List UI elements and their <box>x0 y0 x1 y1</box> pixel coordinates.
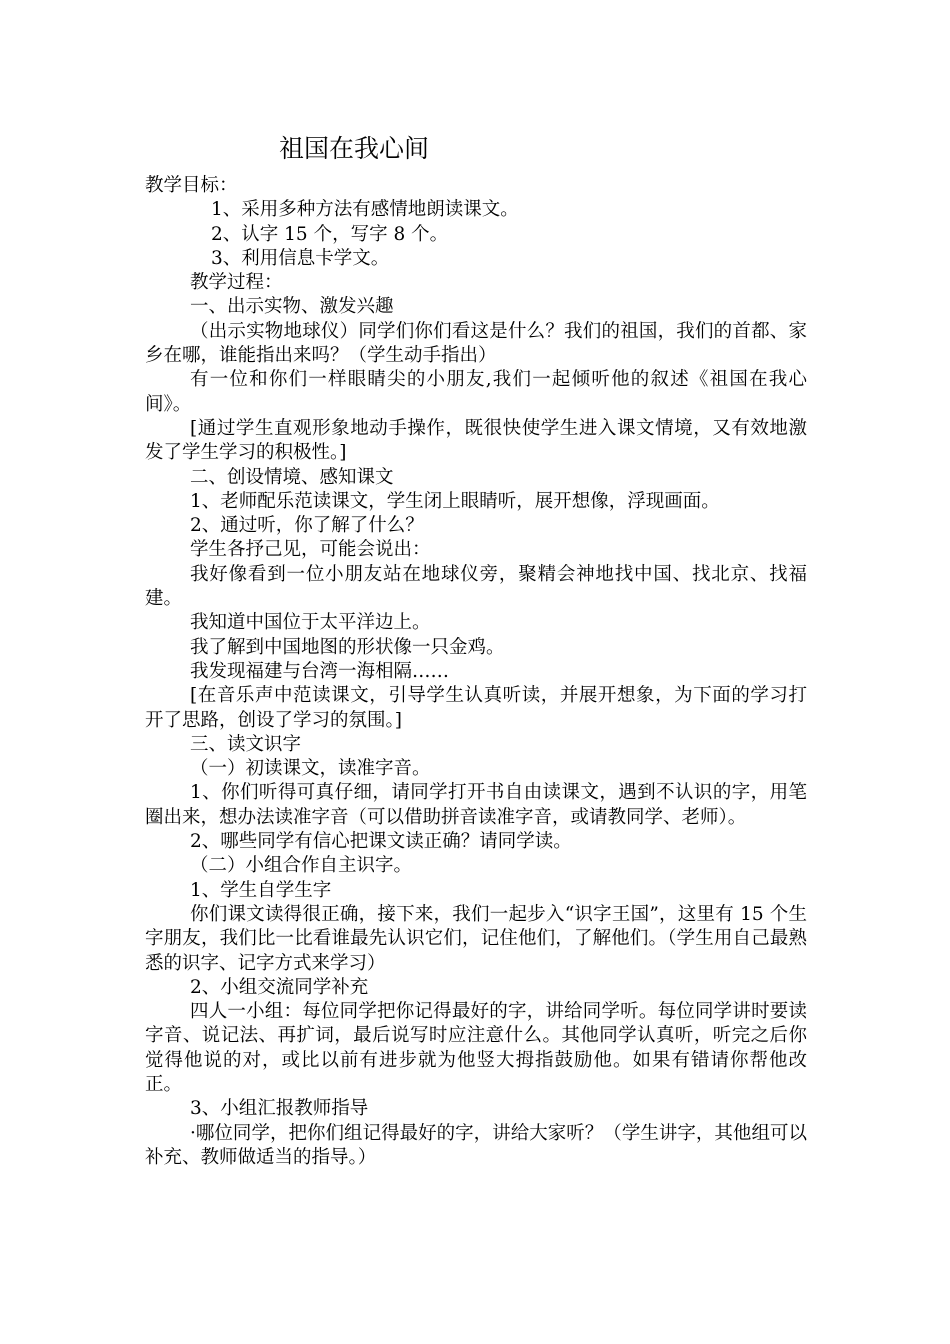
paragraph: 2、小组交流同学补充 <box>190 976 369 998</box>
paragraph: ·哪位同学，把你们组记得最好的字，讲给大家听？（学生讲字，其他组可以补充、教师做适当的指导。） <box>145 1122 807 1168</box>
paragraph: 教学过程： <box>190 272 283 294</box>
document-body <box>145 174 807 1170</box>
paragraph: 二、创设情境、感知课文 <box>190 466 394 488</box>
paragraph: （二）小组合作自主识字。 <box>190 855 413 877</box>
paragraph: 我了解到中国地图的形状像一只金鸡。 <box>190 636 505 658</box>
paragraph: （出示实物地球仪）同学们你们看这是什么？我们的祖国，我们的首都、家乡在哪，谁能指出来吗？（学生动手指出） <box>145 320 807 367</box>
paragraph: 三、读文识字 <box>190 733 302 755</box>
paragraph: 2、通过听，你了解了什么？ <box>190 515 424 537</box>
paragraph: [通过学生直观形象地动手操作，既很快使学生进入课文情境，又有效地激发了学生学习的积极性。] <box>145 417 807 464</box>
paragraph: 1、学生自学生字 <box>190 879 332 901</box>
document-title: 祖国在我心间 <box>279 134 430 163</box>
paragraph: 我发现福建与台湾一海相隔…… <box>190 660 450 682</box>
paragraph: 3、利用信息卡学文。 <box>211 247 390 269</box>
paragraph: 3、小组汇报教师指导 <box>190 1098 369 1120</box>
paragraph: [在音乐声中范读课文，引导学生认真听读，并展开想象，为下面的学习打开了思路，创设了学习的氛围。] <box>145 685 807 731</box>
paragraph: 1、采用多种方法有感情地朗读课文。 <box>211 199 519 221</box>
paragraph: 1、你们听得可真仔细，请同学打开书自由读课文，遇到不认识的字，用笔圈出来，想办法读准字音（可以借助拼音读准字音，或请教同学、老师）。 <box>145 782 807 828</box>
paragraph: 我知道中国位于太平洋边上。 <box>190 612 431 634</box>
paragraph: 学生各抒己见，可能会说出： <box>190 539 431 561</box>
paragraph: 教学目标： <box>145 175 238 196</box>
paragraph: 四人一小组：每位同学把你记得最好的字，讲给同学听。每位同学讲时要读字音、说记法、再扩词，最后说写时应注意什么。其他同学认真听，听完之后你觉得他说的对，或比以前有进步就为他竖大拇指鼓励他。如果有错请你帮他改正。 <box>145 1001 807 1095</box>
paragraph: 我好像看到一位小朋友站在地球仪旁，聚精会神地找中国、找北京、找福建。 <box>145 563 807 610</box>
paragraph: 1、老师配乐范读课文，学生闭上眼睛听，展开想像，浮现画面。 <box>190 490 720 512</box>
paragraph: 有一位和你们一样眼睛尖的小朋友,我们一起倾听他的叙述《祖国在我心间》。 <box>145 369 807 415</box>
paragraph: 2、认字 15 个，写字 8 个。 <box>211 223 449 245</box>
paragraph: 你们课文读得很正确，接下来，我们一起步入“识字王国”，这里有 15 个生字朋友，我们比一比看谁最先认识它们，记住他们，了解他们。（学生用自己最熟悉的识字、记字方式来学习） <box>145 903 807 974</box>
paragraph: 一、出示实物、激发兴趣 <box>190 296 394 318</box>
paragraph: （一）初读课文，读准字音。 <box>190 758 431 780</box>
paragraph: 2、哪些同学有信心把课文读正确？请同学读。 <box>190 831 572 853</box>
